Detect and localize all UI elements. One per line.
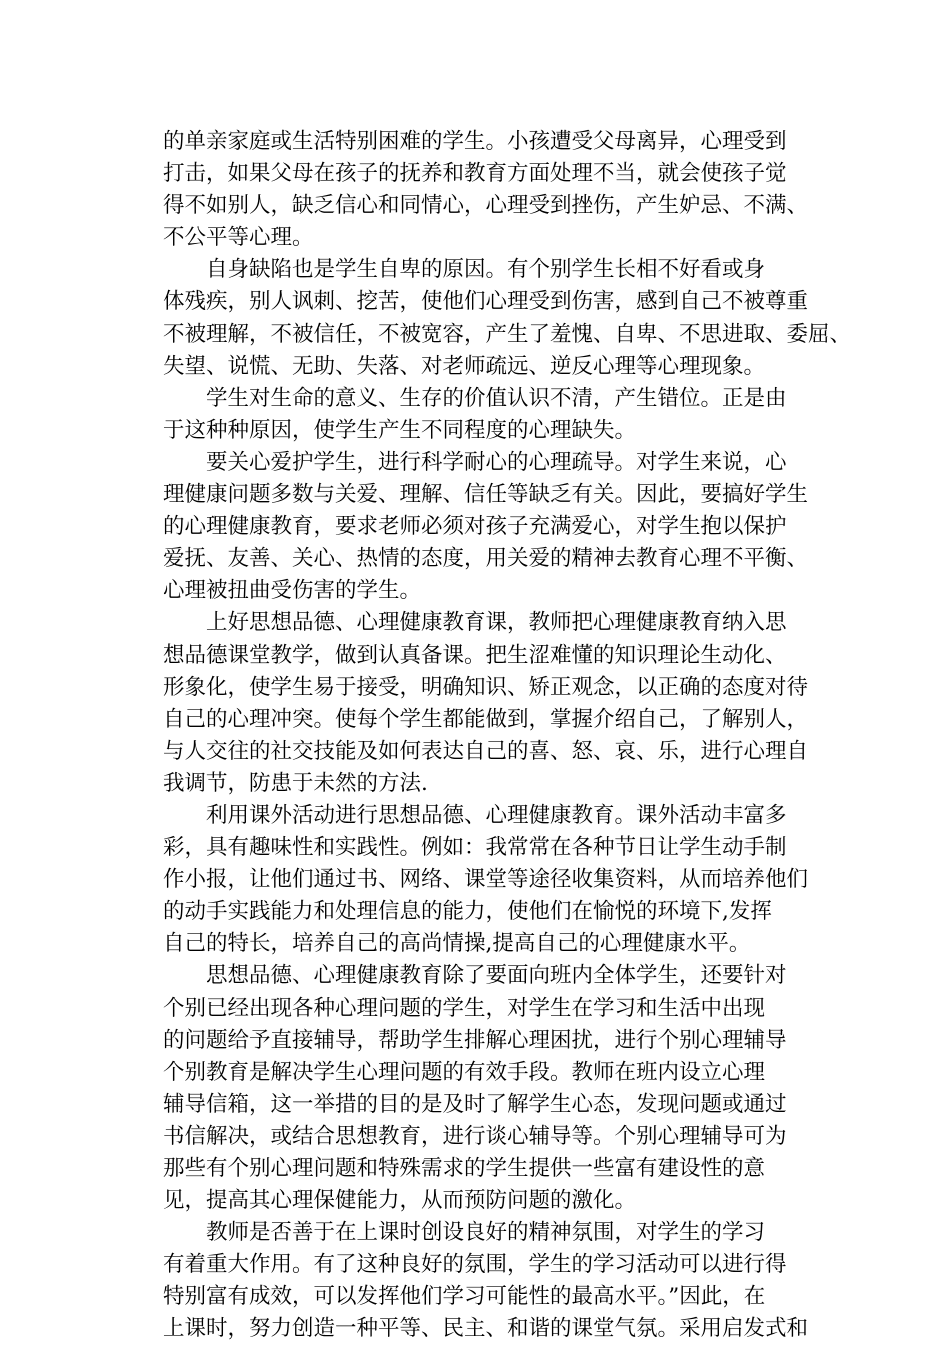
text-line: 上课时，努力创造一种平等、民主、和谐的课堂气氛。采用启发式和 <box>163 1316 809 1342</box>
text-line: 教师是否善于在上课时创设良好的精神氛围，对学生的学习 <box>163 1220 766 1246</box>
text-line: 心理被扭曲受伤害的学生。 <box>163 578 422 604</box>
text-line: 打击，如果父母在孩子的抚养和教育方面处理不当，就会使孩子觉 <box>163 161 787 187</box>
text-line: 不被理解，不被信任，不被宽容，产生了羞愧、自卑、不思进取、委屈、 <box>163 321 852 347</box>
text-line: 个别已经出现各种心理问题的学生，对学生在学习和生活中出现 <box>163 995 766 1021</box>
document-body-text <box>163 126 852 1346</box>
text-line: 要关心爱护学生，进行科学耐心的心理疏导。对学生来说，心 <box>163 449 787 475</box>
text-line: 作小报，让他们通过书、网络、课堂等途径收集资料，从而培养他们 <box>163 867 809 893</box>
text-line: 那些有个别心理问题和特殊需求的学生提供一些富有建设性的意 <box>163 1156 766 1181</box>
text-line: 彩，具有趣味性和实践性。例如：我常常在各种节日让学生动手制 <box>163 835 787 861</box>
text-line: 体残疾，别人讽刺、挖苦，使他们心理受到伤害，感到自己不被尊重 <box>163 289 809 315</box>
text-line: 理健康问题多数与关爱、理解、信任等缺乏有关。因此，要搞好学生 <box>163 482 809 508</box>
text-line: 得不如别人，缺乏信心和同情心，心理受到挫伤，产生妒忌、不满、 <box>163 193 809 219</box>
text-line: 想品德课堂教学，做到认真备课。把生涩难懂的知识理论生动化、 <box>163 642 787 668</box>
text-line: 形象化，使学生易于接受，明确知识、矫正观念，以正确的态度对待 <box>163 674 809 700</box>
text-line: 书信解决，或结合思想教育，进行谈心辅导等。个别心理辅导可为 <box>163 1123 787 1149</box>
text-line: 有着重大作用。有了这种良好的氛围，学生的学习活动可以进行得 <box>163 1252 787 1278</box>
text-line: 的问题给予直接辅导，帮助学生排解心理困扰，进行个别心理辅导 <box>163 1027 787 1053</box>
text-line: 特别富有成效，可以发挥他们学习可能性的最高水平。”因此，在 <box>163 1284 766 1310</box>
text-line: 个别教育是解决学生心理问题的有效手段。教师在班内设立心理 <box>163 1059 766 1085</box>
text-line: 于这种种原因，使学生产生不同程度的心理缺失。 <box>163 417 637 443</box>
text-line: 的单亲家庭或生活特别困难的学生。小孩遭受父母离异，心理受到 <box>163 129 787 154</box>
text-line: 我调节，防患于未然的方法. <box>163 770 428 796</box>
text-line: 的心理健康教育，要求老师必须对孩子充满爱心，对学生抱以保护 <box>163 514 787 540</box>
text-line: 不公平等心理。 <box>163 225 314 251</box>
text-line: 失望、说慌、无助、失落、对老师疏远、逆反心理等心理现象。 <box>163 353 766 379</box>
text-line: 思想品德、心理健康教育除了要面向班内全体学生，还要针对 <box>163 963 787 989</box>
text-line: 学生对生命的意义、生存的价值认识不清，产生错位。正是由 <box>163 385 787 411</box>
text-line: 自己的心理冲突。使每个学生都能做到，掌握介绍自己，了解别人， <box>163 706 809 732</box>
text-line: 自身缺陷也是学生自卑的原因。有个别学生长相不好看或身 <box>163 257 766 283</box>
text-line: 的动手实践能力和处理信息的能力，使他们在愉悦的环境下,发挥 <box>163 899 772 925</box>
text-line: 辅导信箱，这一举措的目的是及时了解学生心态，发现问题或通过 <box>163 1091 787 1117</box>
text-line: 与人交往的社交技能及如何表达自己的喜、怒、哀、乐，进行心理自 <box>163 738 809 764</box>
text-line: 见，提高其心理保健能力，从而预防问题的激化。 <box>163 1188 637 1214</box>
text-line: 利用课外活动进行思想品德、心理健康教育。课外活动丰富多 <box>163 802 787 828</box>
text-line: 上好思想品德、心理健康教育课，教师把心理健康教育纳入思 <box>163 610 787 636</box>
text-line: 爱抚、友善、关心、热情的态度，用关爱的精神去教育心理不平衡、 <box>163 546 809 572</box>
text-line: 自己的特长，培养自己的高尚情操,提高自己的心理健康水平。 <box>163 931 751 957</box>
